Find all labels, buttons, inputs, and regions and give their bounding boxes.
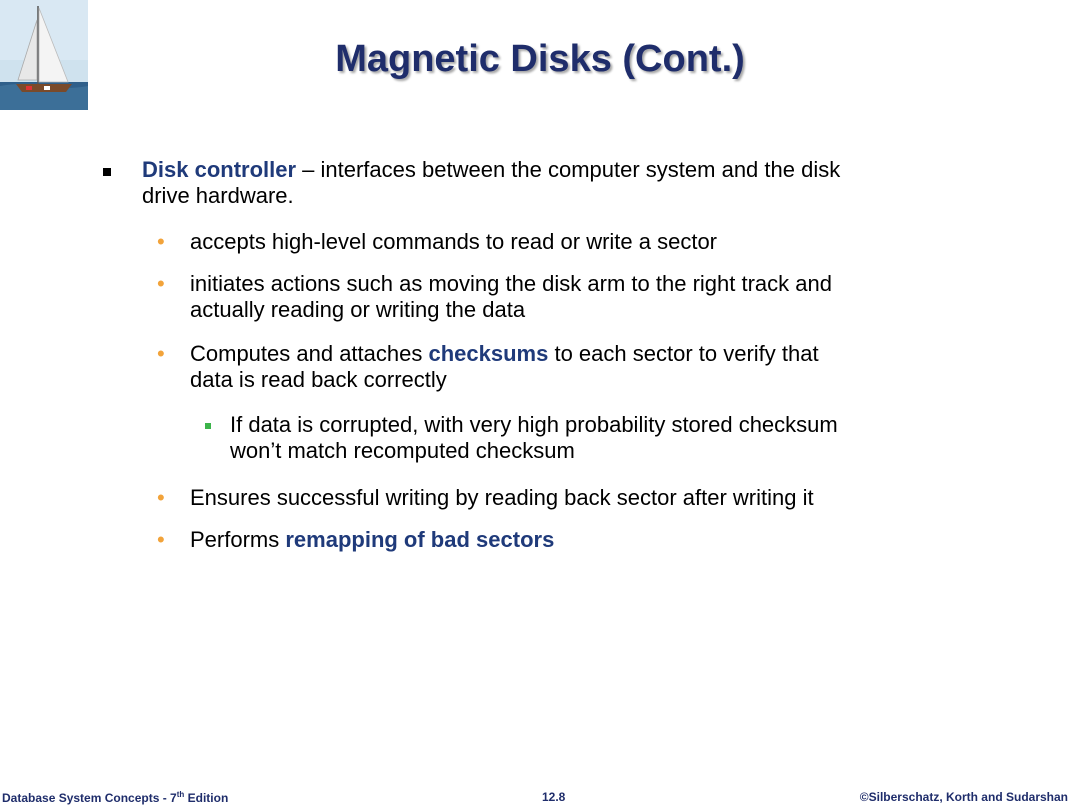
small-square-bullet-icon [205,423,211,429]
term-disk-controller: Disk controller [142,157,297,182]
footer-edition-superscript: th [176,790,185,799]
bullet-text: Performs [190,527,286,552]
bullet-line-1: initiates actions such as moving the disk arm to the right track and [190,271,832,296]
bullet-remapping [190,527,970,553]
bullet-text: to each sector to verify that [548,341,819,366]
bullet-text: Computes and attaches [190,341,429,366]
round-bullet-icon: • [157,485,165,510]
bullet-line-2: actually reading or writing the data [190,297,526,322]
footer-book-title-text: Database System Concepts - 7 [2,791,177,805]
bullet-line-2: data is read back correctly [190,367,447,392]
bullet-accepts-commands: accepts high-level commands to read or write a sector [190,229,718,254]
round-bullet-icon: • [157,527,165,552]
bullet-line-2: won’t match recomputed checksum [230,438,575,463]
slide-title: Magnetic Disks (Cont.) [335,38,745,80]
bullet-corrupted-data [230,412,970,464]
round-bullet-icon: • [157,229,165,254]
footer-page-number: 12.8 [542,790,566,804]
square-bullet-icon [103,168,111,176]
bullet-line-1: If data is corrupted, with very high probability stored checksum [230,412,838,437]
footer-book-title [2,790,228,805]
term-checksums: checksums [428,341,549,366]
bullet-checksums [190,341,970,393]
round-bullet-icon: • [157,341,165,366]
bullet-disk-controller [142,157,992,209]
bullet-initiates-actions [190,271,970,323]
footer-edition-text: Edition [184,791,229,805]
bullet-successful-writing: Ensures successful writing by reading back sector after writing it [190,485,814,510]
footer-copyright: ©Silberschatz, Korth and Sudarshan [859,790,1068,804]
round-bullet-icon: • [157,271,165,296]
term-remapping: remapping of bad sectors [285,527,555,552]
bullet-text-continued: drive hardware. [142,183,294,208]
bullet-text: – interfaces between the computer system and the disk [296,157,841,182]
